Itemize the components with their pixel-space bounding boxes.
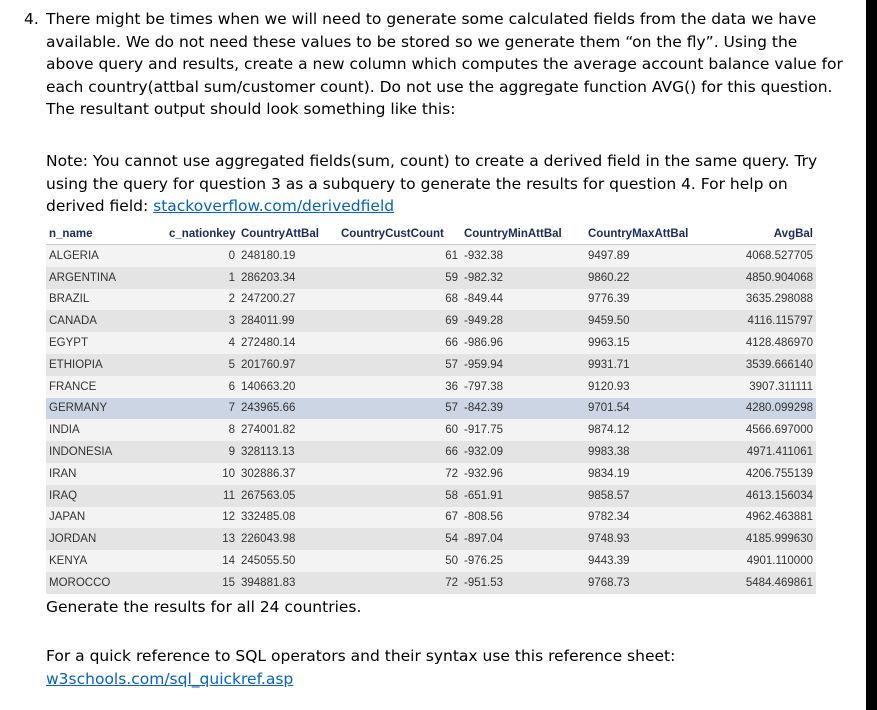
cell-n-name: IRAN: [46, 463, 166, 485]
table-row: [46, 463, 816, 485]
cell-n-name: ETHIOPIA: [46, 354, 166, 376]
cell-country-min-attbal: -797.38: [461, 376, 585, 398]
cell-avgbal: 4280.099298: [705, 398, 816, 420]
cell-avgbal: 4185.999630: [705, 528, 816, 550]
cell-country-max-attbal: 9874.12: [585, 419, 705, 441]
cell-country-max-attbal: 9768.73: [585, 572, 705, 594]
cell-country-attbal: 394881.83: [238, 572, 338, 594]
cell-country-attbal: 274001.82: [238, 419, 338, 441]
cell-country-max-attbal: 9776.39: [585, 289, 705, 311]
cell-country-min-attbal: -808.56: [461, 507, 585, 529]
cell-country-attbal: 332485.08: [238, 507, 338, 529]
cell-country-min-attbal: -959.94: [461, 354, 585, 376]
cell-c-nationkey: 2: [166, 289, 238, 311]
table-body: [46, 245, 816, 594]
cell-country-attbal: 248180.19: [238, 245, 338, 267]
cell-n-name: KENYA: [46, 550, 166, 572]
cell-country-max-attbal: 9701.54: [585, 398, 705, 420]
cell-n-name: JORDAN: [46, 528, 166, 550]
cell-c-nationkey: 8: [166, 419, 238, 441]
cell-country-custcount: 68: [338, 289, 461, 311]
cell-country-custcount: 57: [338, 354, 461, 376]
cell-n-name: CANADA: [46, 310, 166, 332]
table-row: [46, 354, 816, 376]
cell-n-name: FRANCE: [46, 376, 166, 398]
cell-avgbal: 4116.115797: [705, 310, 816, 332]
cell-n-name: EGYPT: [46, 332, 166, 354]
cell-country-attbal: 284011.99: [238, 310, 338, 332]
cell-c-nationkey: 5: [166, 354, 238, 376]
cell-avgbal: 4962.463881: [705, 507, 816, 529]
cell-avgbal: 4128.486970: [705, 332, 816, 354]
cell-c-nationkey: 1: [166, 267, 238, 289]
cell-c-nationkey: 3: [166, 310, 238, 332]
cell-n-name: GERMANY: [46, 398, 166, 420]
cell-country-max-attbal: 9963.15: [585, 332, 705, 354]
table-row: [46, 332, 816, 354]
table-row: [46, 507, 816, 529]
header-country-max-attbal: CountryMaxAttBal: [585, 224, 705, 245]
cell-country-min-attbal: -932.96: [461, 463, 585, 485]
cell-country-attbal: 267563.05: [238, 485, 338, 507]
generate-instruction: Generate the results for all 24 countries.: [46, 598, 362, 616]
cell-country-attbal: 245055.50: [238, 550, 338, 572]
table-row: [46, 550, 816, 572]
cell-country-min-attbal: -932.38: [461, 245, 585, 267]
cell-country-attbal: 201760.97: [238, 354, 338, 376]
derived-field-link[interactable]: stackoverflow.com/derivedfield: [153, 197, 395, 215]
cell-avgbal: 4901.110000: [705, 550, 816, 572]
cell-country-custcount: 59: [338, 267, 461, 289]
cell-c-nationkey: 15: [166, 572, 238, 594]
cell-avgbal: 4850.904068: [705, 267, 816, 289]
table-row: [46, 398, 816, 420]
cell-n-name: INDIA: [46, 419, 166, 441]
cell-country-custcount: 67: [338, 507, 461, 529]
cell-avgbal: 4068.527705: [705, 245, 816, 267]
cell-country-custcount: 58: [338, 485, 461, 507]
header-c-nationkey: c_nationkey: [166, 224, 238, 245]
cell-c-nationkey: 11: [166, 485, 238, 507]
cell-country-max-attbal: 9860.22: [585, 267, 705, 289]
cell-c-nationkey: 0: [166, 245, 238, 267]
cell-avgbal: 3635.298088: [705, 289, 816, 311]
cell-country-attbal: 247200.27: [238, 289, 338, 311]
cell-country-custcount: 50: [338, 550, 461, 572]
cell-n-name: INDONESIA: [46, 441, 166, 463]
table-row: [46, 485, 816, 507]
cell-c-nationkey: 6: [166, 376, 238, 398]
cell-country-max-attbal: 9748.93: [585, 528, 705, 550]
header-country-min-attbal: CountryMinAttBal: [461, 224, 585, 245]
cell-country-custcount: 69: [338, 310, 461, 332]
cell-country-min-attbal: -976.25: [461, 550, 585, 572]
table-row: [46, 441, 816, 463]
cell-country-max-attbal: 9834.19: [585, 463, 705, 485]
cell-country-min-attbal: -917.75: [461, 419, 585, 441]
table-row: [46, 245, 816, 267]
cell-country-custcount: 60: [338, 419, 461, 441]
cell-c-nationkey: 7: [166, 398, 238, 420]
cell-country-min-attbal: -982.32: [461, 267, 585, 289]
cell-country-max-attbal: 9858.57: [585, 485, 705, 507]
cell-country-custcount: 61: [338, 245, 461, 267]
cell-country-custcount: 57: [338, 398, 461, 420]
cell-country-max-attbal: 9120.93: [585, 376, 705, 398]
table-header-row: [46, 224, 816, 245]
cell-n-name: IRAQ: [46, 485, 166, 507]
cell-country-max-attbal: 9497.89: [585, 245, 705, 267]
cell-country-max-attbal: 9931.71: [585, 354, 705, 376]
table-row: [46, 528, 816, 550]
w3schools-link[interactable]: w3schools.com/sql_quickref.asp: [46, 669, 294, 688]
header-country-attbal: CountryAttBal: [238, 224, 338, 245]
note-paragraph: [46, 150, 846, 218]
cell-country-max-attbal: 9459.50: [585, 310, 705, 332]
question-text: There might be times when we will need to generate some calculated fields from the data we have available. We do not need these values to be stored so we generate them “on the fly”. Using the above query and results, create a new column which computes the average account balance value for each country(attbal sum/customer count). Do not use the aggregate function AVG() for this question. The resultant output should look something like this:: [46, 10, 843, 118]
cell-c-nationkey: 14: [166, 550, 238, 572]
table-row: [46, 289, 816, 311]
cell-country-custcount: 72: [338, 572, 461, 594]
cell-country-attbal: 328113.13: [238, 441, 338, 463]
reference-text: For a quick reference to SQL operators and their syntax use this reference sheet:: [46, 647, 676, 665]
table-row: [46, 267, 816, 289]
header-avgbal: AvgBal: [705, 224, 816, 245]
cell-avgbal: 5484.469861: [705, 572, 816, 594]
reference-paragraph: [46, 645, 675, 690]
cell-country-min-attbal: -949.28: [461, 310, 585, 332]
cell-country-custcount: 66: [338, 332, 461, 354]
table-row: [46, 376, 816, 398]
table-row: [46, 572, 816, 594]
cell-country-attbal: 272480.14: [238, 332, 338, 354]
cell-country-min-attbal: -951.53: [461, 572, 585, 594]
cell-country-min-attbal: -651.91: [461, 485, 585, 507]
cell-country-custcount: 66: [338, 441, 461, 463]
cell-c-nationkey: 13: [166, 528, 238, 550]
cell-n-name: MOROCCO: [46, 572, 166, 594]
cell-n-name: ARGENTINA: [46, 267, 166, 289]
cell-avgbal: 4206.755139: [705, 463, 816, 485]
cell-country-custcount: 54: [338, 528, 461, 550]
question-number: 4.: [24, 10, 39, 28]
cell-country-custcount: 36: [338, 376, 461, 398]
cell-country-min-attbal: -849.44: [461, 289, 585, 311]
cell-country-attbal: 302886.37: [238, 463, 338, 485]
cell-country-custcount: 72: [338, 463, 461, 485]
table-row: [46, 310, 816, 332]
header-country-custcount: CountryCustCount: [338, 224, 461, 245]
cell-c-nationkey: 4: [166, 332, 238, 354]
cell-country-min-attbal: -897.04: [461, 528, 585, 550]
cell-country-min-attbal: -842.39: [461, 398, 585, 420]
cell-c-nationkey: 12: [166, 507, 238, 529]
cell-avgbal: 3907.311111: [705, 376, 816, 398]
cell-country-min-attbal: -986.96: [461, 332, 585, 354]
result-table: [46, 224, 816, 594]
cell-avgbal: 3539.666140: [705, 354, 816, 376]
cell-c-nationkey: 9: [166, 441, 238, 463]
table-row: [46, 419, 816, 441]
cell-country-attbal: 243965.66: [238, 398, 338, 420]
cell-n-name: ALGERIA: [46, 245, 166, 267]
cell-n-name: BRAZIL: [46, 289, 166, 311]
cell-n-name: JAPAN: [46, 507, 166, 529]
cell-country-min-attbal: -932.09: [461, 441, 585, 463]
header-n-name: n_name: [46, 224, 166, 245]
cell-avgbal: 4971.411061: [705, 441, 816, 463]
cell-country-attbal: 140663.20: [238, 376, 338, 398]
window-edge: [866, 0, 877, 710]
cell-avgbal: 4566.697000: [705, 419, 816, 441]
cell-country-max-attbal: 9782.34: [585, 507, 705, 529]
cell-avgbal: 4613.156034: [705, 485, 816, 507]
cell-country-max-attbal: 9983.38: [585, 441, 705, 463]
cell-country-attbal: 286203.34: [238, 267, 338, 289]
cell-c-nationkey: 10: [166, 463, 238, 485]
result-table-container: [46, 224, 816, 594]
cell-country-attbal: 226043.98: [238, 528, 338, 550]
note-text: Note: You cannot use aggregated fields(sum, count) to create a derived field in the same query. Try using the query for question 3 as a subquery to generate the results for question 4. For help on derived field:: [46, 152, 818, 215]
cell-country-max-attbal: 9443.39: [585, 550, 705, 572]
